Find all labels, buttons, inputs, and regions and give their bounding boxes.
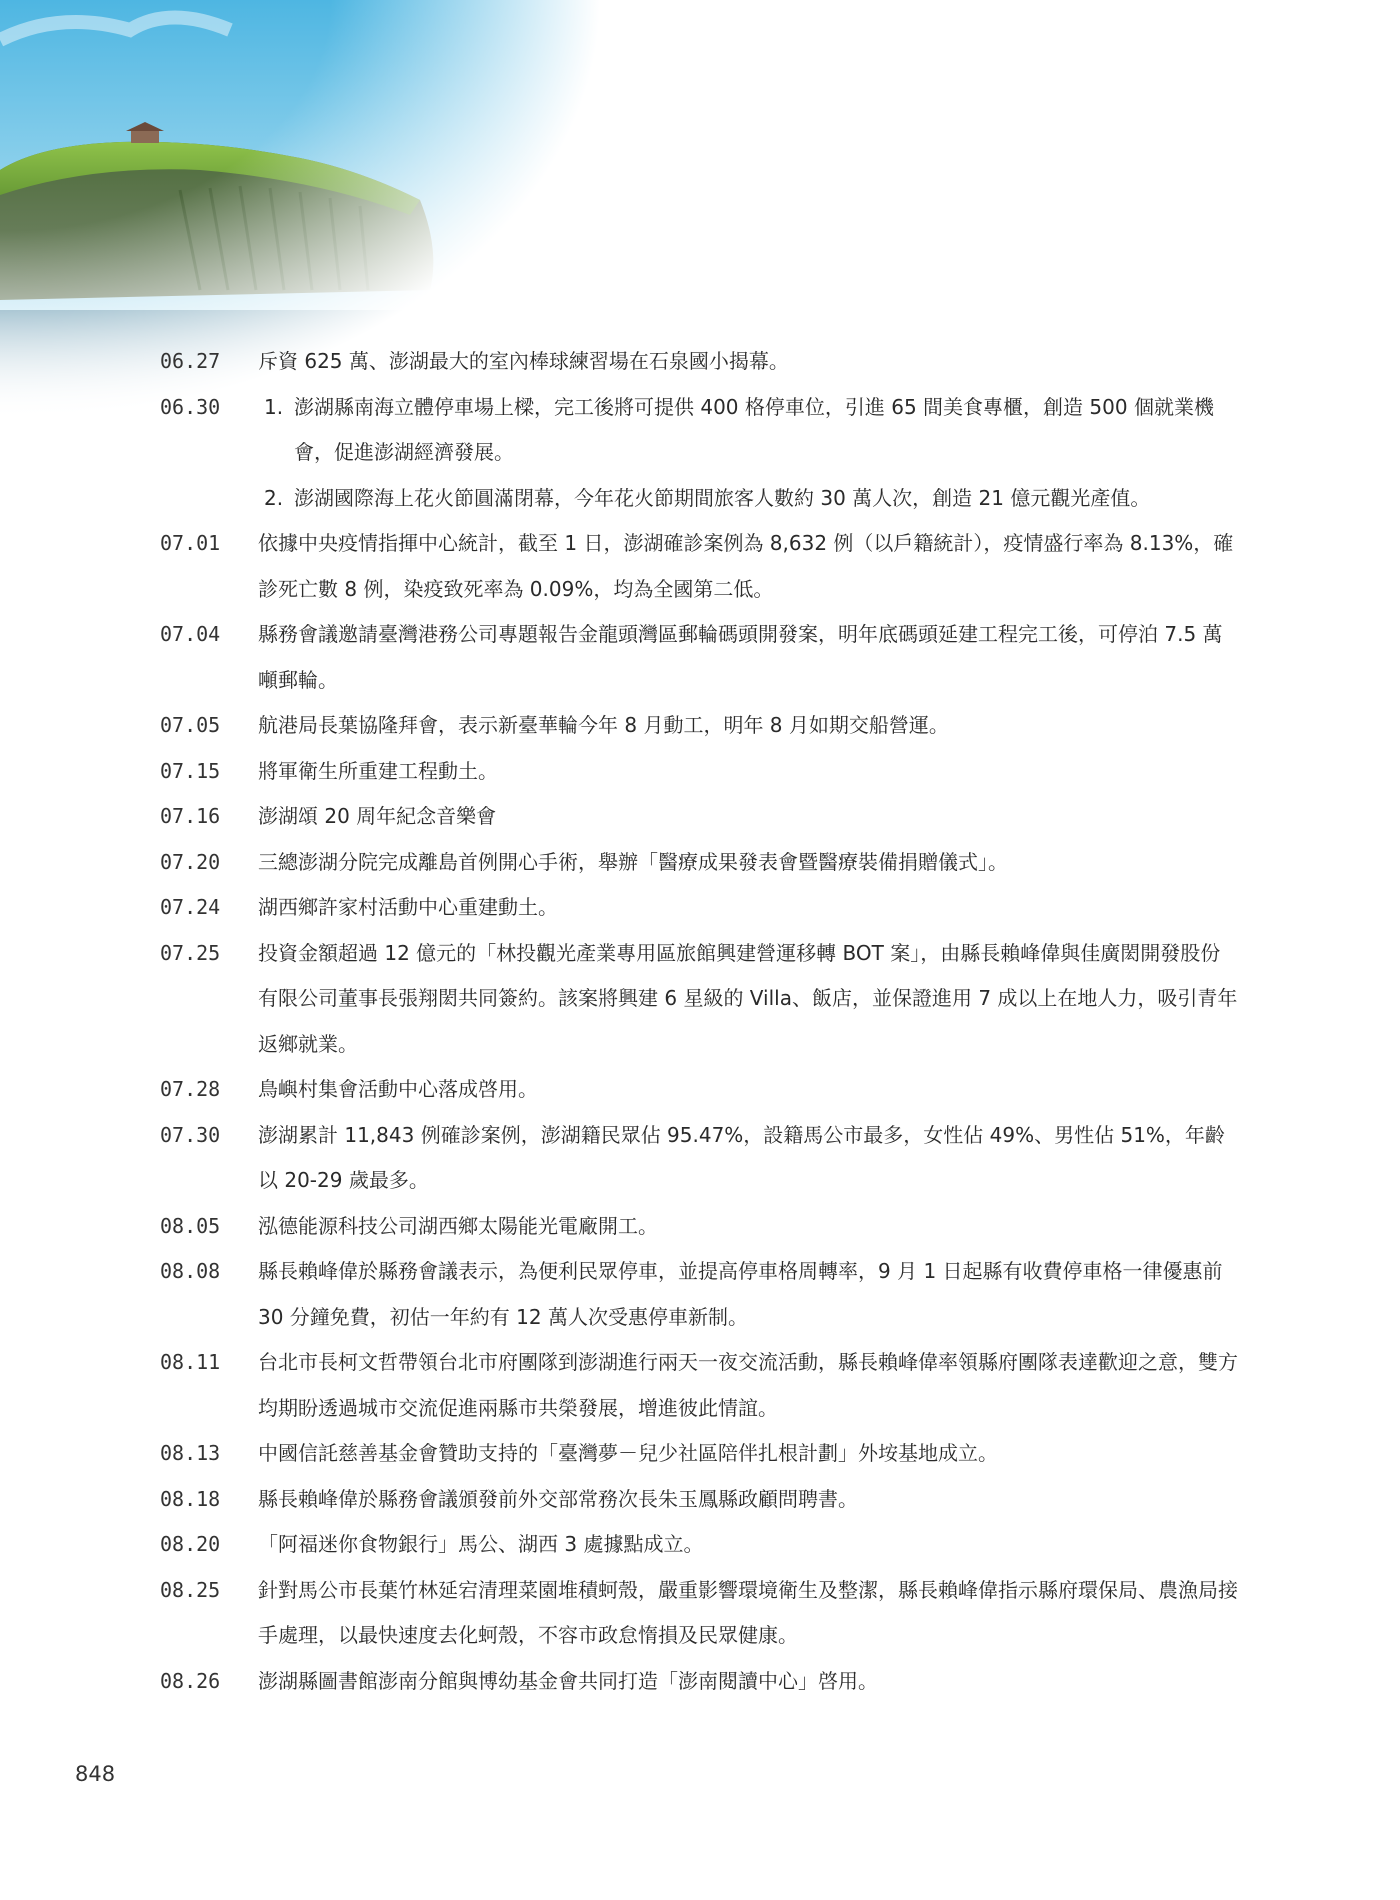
- timeline-entry: [160, 1522, 1240, 1568]
- entry-text: 斥資 625 萬、澎湖最大的室內棒球練習場在石泉國小揭幕。: [258, 349, 789, 373]
- entry-text: 針對馬公市長葉竹林延宕清理菜園堆積蚵殼，嚴重影響環境衛生及整潔，縣長賴峰偉指示縣府環保局、農漁局接手處理，以最快速度去化蚵殼，不容市政怠惰損及民眾健康。: [258, 1577, 1238, 1647]
- entry-text: 投資金額超過 12 億元的「林投觀光產業專用區旅館興建營運移轉 BOT 案」，由縣長賴峰偉與佳廣閎開發股份有限公司董事長張翔閎共同簽約。該案將興建 6 星級的 Villa、飯店，並保證進用 7 成以上在地人力，吸引青年返鄉就業。: [258, 940, 1238, 1056]
- entry-text: 將軍衛生所重建工程動土。: [258, 758, 498, 783]
- timeline-entry: [160, 385, 1240, 522]
- entry-date: 07.16: [160, 804, 221, 828]
- entry-date: 08.25: [160, 1577, 221, 1602]
- entry-date: 07.01: [160, 531, 221, 555]
- entry-date: 07.15: [160, 758, 221, 783]
- numbered-item: [258, 385, 1240, 476]
- entry-text: 中國信託慈善基金會贊助支持的「臺灣夢－兒少社區陪伴扎根計劃」外垵基地成立。: [258, 1441, 998, 1465]
- item-text: 澎湖國際海上花火節圓滿閉幕，今年花火節期間旅客人數約 30 萬人次，創造 21 億元觀光產值。: [294, 485, 1151, 510]
- entry-text: 依據中央疫情指揮中心統計，截至 1 日，澎湖確診案例為 8,632 例（以戶籍統計），疫情盛行率為 8.13%，確診死亡數 8 例，染疫致死率為 0.09%，均為全國第二低。: [258, 531, 1234, 601]
- item-number: 1.: [264, 394, 284, 419]
- entry-date: 07.25: [160, 940, 221, 965]
- entry-date: 07.04: [160, 622, 221, 646]
- timeline-entry: [160, 1340, 1240, 1431]
- page-number: 848: [75, 1762, 116, 1786]
- entry-date: 08.08: [160, 1259, 221, 1283]
- timeline-entry: [160, 1067, 1240, 1113]
- entry-text: 鳥嶼村集會活動中心落成啓用。: [258, 1077, 538, 1101]
- timeline-entry: [160, 612, 1240, 703]
- entry-date: 07.24: [160, 895, 221, 919]
- entry-text: 三總澎湖分院完成離島首例開心手術，舉辦「醫療成果發表會暨醫療裝備捐贈儀式」。: [258, 849, 1008, 874]
- timeline-entry: [160, 1113, 1240, 1204]
- entry-text: 澎湖累計 11,843 例確診案例，澎湖籍民眾佔 95.47%，設籍馬公市最多，女性佔 49%、男性佔 51%，年齡以 20-29 歲最多。: [258, 1122, 1225, 1192]
- entry-date: 08.13: [160, 1441, 221, 1465]
- entry-text: 縣長賴峰偉於縣務會議表示，為便利民眾停車，並提高停車格周轉率，9 月 1 日起縣有收費停車格一律優惠前 30 分鐘免費，初估一年約有 12 萬人次受惠停車新制。: [258, 1259, 1223, 1329]
- timeline-entry: [160, 885, 1240, 931]
- timeline-entry: [160, 794, 1240, 840]
- timeline-entry: [160, 1477, 1240, 1523]
- entry-date: 08.26: [160, 1668, 221, 1693]
- entry-text: 航港局長葉協隆拜會，表示新臺華輪今年 8 月動工，明年 8 月如期交船營運。: [258, 713, 949, 737]
- entry-date: 07.30: [160, 1122, 221, 1147]
- entry-text: 台北市長柯文哲帶領台北市府團隊到澎湖進行兩天一夜交流活動，縣長賴峰偉率領縣府團隊表達歡迎之意，雙方均期盼透過城市交流促進兩縣市共榮發展，增進彼此情誼。: [258, 1350, 1238, 1420]
- timeline-entry: [160, 1249, 1240, 1340]
- timeline-entry: [160, 339, 1240, 385]
- entry-date: 07.20: [160, 849, 221, 874]
- entry-date: 08.18: [160, 1486, 221, 1511]
- entry-date: 07.05: [160, 713, 221, 737]
- timeline-entry: [160, 1659, 1240, 1705]
- entry-date: 07.28: [160, 1077, 221, 1101]
- entry-date: 06.27: [160, 349, 221, 373]
- timeline-entry: [160, 931, 1240, 1068]
- timeline-entry: [160, 1568, 1240, 1659]
- item-text: 澎湖縣南海立體停車場上樑，完工後將可提供 400 格停車位，引進 65 間美食專櫃，創造 500 個就業機會，促進澎湖經濟發展。: [294, 394, 1214, 464]
- entry-text: 「阿福迷你食物銀行」馬公、湖西 3 處據點成立。: [258, 1532, 704, 1556]
- timeline-entry: [160, 703, 1240, 749]
- numbered-item: [258, 476, 1240, 522]
- chronicle-timeline: [160, 339, 1240, 1704]
- timeline-entry: [160, 840, 1240, 886]
- timeline-entry: [160, 521, 1240, 612]
- entry-text: 湖西鄉許家村活動中心重建動土。: [258, 895, 558, 919]
- entry-date: 08.20: [160, 1532, 221, 1556]
- entry-date: 08.11: [160, 1350, 221, 1374]
- entry-text: 縣長賴峰偉於縣務會議頒發前外交部常務次長朱玉鳳縣政顧問聘書。: [258, 1486, 858, 1511]
- timeline-entry: [160, 1204, 1240, 1250]
- entry-text: 澎湖頌 20 周年紀念音樂會: [258, 804, 497, 828]
- entry-date: 06.30: [160, 394, 221, 419]
- entry-text: 縣務會議邀請臺灣港務公司專題報告金龍頭灣區郵輪碼頭開發案，明年底碼頭延建工程完工後，可停泊 7.5 萬噸郵輪。: [258, 622, 1223, 692]
- timeline-entry: [160, 1431, 1240, 1477]
- entry-text: 澎湖縣圖書館澎南分館與博幼基金會共同打造「澎南閱讀中心」啓用。: [258, 1668, 878, 1693]
- timeline-entry: [160, 749, 1240, 795]
- item-number: 2.: [264, 485, 284, 510]
- entry-text: 泓德能源科技公司湖西鄉太陽能光電廠開工。: [258, 1213, 658, 1238]
- entry-date: 08.05: [160, 1213, 221, 1238]
